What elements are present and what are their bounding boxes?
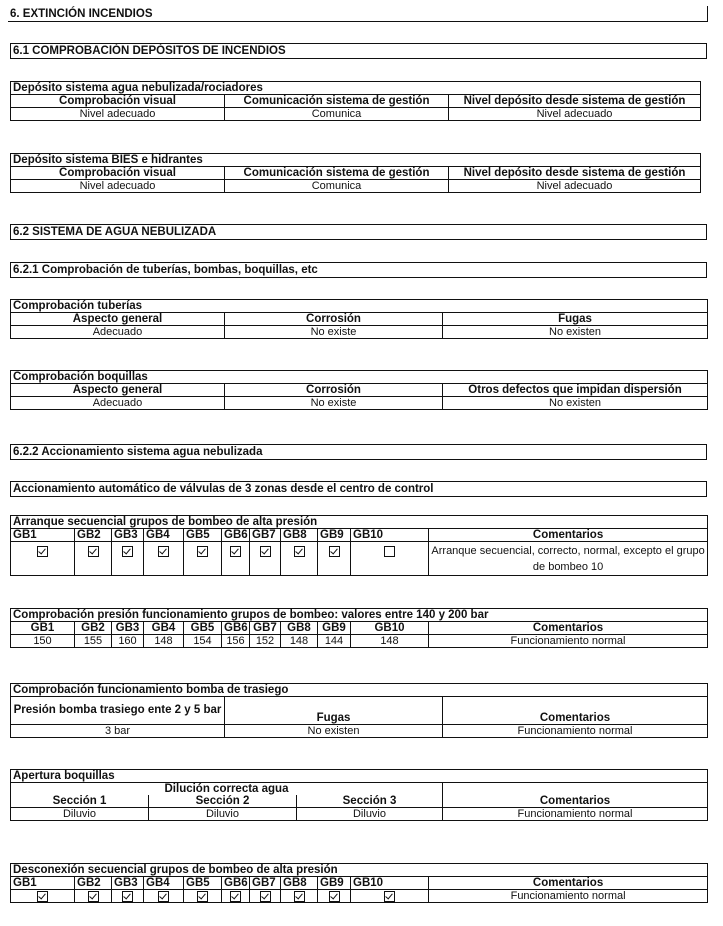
table-title: Comprobación presión funcionamiento grupos de bombeo: valores entre 140 y 200 bar xyxy=(11,609,708,622)
gb2-checkbox[interactable] xyxy=(88,891,99,902)
column-header: GB3 xyxy=(112,622,144,635)
column-header: GB6 xyxy=(222,622,250,635)
comment-cell: Arranque secuencial, correcto, normal, excepto el grupo de bombeo 10 xyxy=(429,542,708,576)
column-header: Aspecto general xyxy=(11,313,225,326)
section-6-1-title: 6.1 COMPROBACIÓN DEPÓSITOS DE INCENDIOS xyxy=(10,43,707,59)
table-cell: Adecuado xyxy=(11,397,225,410)
gb3-checkbox[interactable] xyxy=(122,546,133,557)
gb8-checkbox[interactable] xyxy=(294,546,305,557)
boquillas-table xyxy=(10,370,708,410)
gb8-checkbox[interactable] xyxy=(294,891,305,902)
column-header: GB3 xyxy=(112,529,144,542)
table-cell: 144 xyxy=(318,635,351,648)
table-cell: Nivel adecuado xyxy=(11,180,225,193)
presion-table xyxy=(10,608,708,648)
column-header: GB9 xyxy=(318,529,351,542)
gb5-checkbox[interactable] xyxy=(197,891,208,902)
column-header: Comunicación sistema de gestión xyxy=(225,95,449,108)
table-title: Comprobación tuberías xyxy=(11,300,708,313)
table-title: Arranque secuencial grupos de bombeo de alta presión xyxy=(11,516,708,529)
column-header: GB4 xyxy=(144,877,184,890)
table-title: Apertura boquillas xyxy=(11,770,708,783)
deposito-bies-table xyxy=(10,153,701,193)
table-cell: Nivel adecuado xyxy=(449,180,701,193)
column-header: Aspecto general xyxy=(11,384,225,397)
column-header: GB4 xyxy=(144,622,184,635)
gb6-checkbox[interactable] xyxy=(230,891,241,902)
table-cell: Diluvio xyxy=(149,808,297,821)
gb7-checkbox[interactable] xyxy=(260,546,271,557)
table-cell: No existe xyxy=(225,326,443,339)
apertura-table xyxy=(10,769,708,821)
column-header: Otros defectos que impidan dispersión xyxy=(443,384,708,397)
column-header: Fugas xyxy=(225,697,443,725)
table-cell: Comunica xyxy=(225,108,449,121)
table-title: Depósito sistema BIES e hidrantes xyxy=(11,154,701,167)
column-header: Sección 2 xyxy=(149,795,297,808)
column-header: GB4 xyxy=(144,529,184,542)
table-title: Comprobación funcionamiento bomba de trasiego xyxy=(11,684,708,697)
arranque-table xyxy=(10,515,708,576)
table-cell: Diluvio xyxy=(11,808,149,821)
column-header: GB8 xyxy=(281,877,318,890)
gb2-checkbox[interactable] xyxy=(88,546,99,557)
column-header: GB9 xyxy=(318,622,351,635)
table-cell: Nivel adecuado xyxy=(449,108,701,121)
column-header: GB10 xyxy=(351,622,429,635)
gb10-checkbox[interactable] xyxy=(384,546,395,557)
column-header: Nivel depósito desde sistema de gestión xyxy=(449,167,701,180)
column-header: GB8 xyxy=(281,529,318,542)
table-cell: No existen xyxy=(443,397,708,410)
table-cell: No existen xyxy=(225,725,443,738)
column-header: GB3 xyxy=(112,877,144,890)
gb5-checkbox[interactable] xyxy=(197,546,208,557)
comments-header: Comentarios xyxy=(429,529,708,542)
table-cell: Comunica xyxy=(225,180,449,193)
desconexion-checkbox-row xyxy=(11,890,708,903)
column-header: GB10 xyxy=(351,529,429,542)
gb9-checkbox[interactable] xyxy=(329,891,340,902)
table-cell: No existe xyxy=(225,397,443,410)
column-header: GB7 xyxy=(250,877,281,890)
table-title: Depósito sistema agua nebulizada/rociadores xyxy=(11,82,701,95)
gb7-checkbox[interactable] xyxy=(260,891,271,902)
arranque-checkbox-row xyxy=(11,542,708,576)
column-header: Sección 3 xyxy=(297,795,443,808)
tuberias-table xyxy=(10,299,708,339)
table-cell: 150 xyxy=(11,635,75,648)
gb6-checkbox[interactable] xyxy=(230,546,241,557)
table-cell: 154 xyxy=(184,635,222,648)
gb1-checkbox[interactable] xyxy=(37,891,48,902)
column-header: Corrosión xyxy=(225,313,443,326)
column-header: GB6 xyxy=(222,877,250,890)
section-6-title: 6. EXTINCIÓN INCENDIOS xyxy=(10,8,153,20)
column-header: Comunicación sistema de gestión xyxy=(225,167,449,180)
column-header: Nivel depósito desde sistema de gestión xyxy=(449,95,701,108)
table-cell: Nivel adecuado xyxy=(11,108,225,121)
table-title: Desconexión secuencial grupos de bombeo de alta presión xyxy=(11,864,708,877)
group-header: Dilución correcta agua xyxy=(11,783,443,796)
column-header: GB1 xyxy=(11,877,75,890)
column-header: GB10 xyxy=(351,877,429,890)
table-cell: Adecuado xyxy=(11,326,225,339)
table-cell: 3 bar xyxy=(11,725,225,738)
section-6-2-1-title: 6.2.1 Comprobación de tuberías, bombas, boquillas, etc xyxy=(10,262,707,278)
column-header: Fugas xyxy=(443,313,708,326)
table-cell: 152 xyxy=(250,635,281,648)
column-header: GB6 xyxy=(222,529,250,542)
column-header: GB5 xyxy=(184,877,222,890)
gb4-checkbox[interactable] xyxy=(158,546,169,557)
gb4-checkbox[interactable] xyxy=(158,891,169,902)
gb1-checkbox[interactable] xyxy=(37,546,48,557)
table-cell: 155 xyxy=(75,635,112,648)
table-cell: 148 xyxy=(351,635,429,648)
comments-header: Comentarios xyxy=(429,622,708,635)
comment-cell: Funcionamiento normal xyxy=(443,808,708,821)
desconexion-table xyxy=(10,863,708,903)
comments-header: Comentarios xyxy=(429,877,708,890)
comments-header: Comentarios xyxy=(443,783,708,808)
column-header: Corrosión xyxy=(225,384,443,397)
column-header: GB9 xyxy=(318,877,351,890)
column-header: GB2 xyxy=(75,529,112,542)
table-cell: Funcionamiento normal xyxy=(443,725,708,738)
table-cell: 160 xyxy=(112,635,144,648)
gb9-checkbox[interactable] xyxy=(329,546,340,557)
gb10-checkbox[interactable] xyxy=(384,891,395,902)
section-6-2-title: 6.2 SISTEMA DE AGUA NEBULIZADA xyxy=(10,224,707,240)
column-header: GB2 xyxy=(75,877,112,890)
table-cell: 156 xyxy=(222,635,250,648)
automatic-actuation-title: Accionamiento automático de válvulas de 3 zonas desde el centro de control xyxy=(10,481,707,497)
column-header: GB1 xyxy=(11,529,75,542)
column-header: Comentarios xyxy=(443,697,708,725)
column-header: Comprobación visual xyxy=(11,167,225,180)
column-header: GB8 xyxy=(281,622,318,635)
column-header: Sección 1 xyxy=(11,795,149,808)
comment-cell: Funcionamiento normal xyxy=(429,890,708,903)
gb3-checkbox[interactable] xyxy=(122,891,133,902)
column-header: GB7 xyxy=(250,622,281,635)
column-header: GB5 xyxy=(184,622,222,635)
table-cell: 148 xyxy=(281,635,318,648)
column-header: GB1 xyxy=(11,622,75,635)
comment-cell: Funcionamiento normal xyxy=(429,635,708,648)
column-header: GB7 xyxy=(250,529,281,542)
column-header: Presión bomba trasiego ente 2 y 5 bar xyxy=(11,697,225,725)
table-cell: No existen xyxy=(443,326,708,339)
column-header: GB5 xyxy=(184,529,222,542)
trasiego-table xyxy=(10,683,708,738)
column-header: GB2 xyxy=(75,622,112,635)
section-6-2-2-title: 6.2.2 Accionamiento sistema agua nebulizada xyxy=(10,444,707,460)
column-header: Comprobación visual xyxy=(11,95,225,108)
table-cell: Diluvio xyxy=(297,808,443,821)
table-title: Comprobación boquillas xyxy=(11,371,708,384)
table-cell: 148 xyxy=(144,635,184,648)
deposito-nebulizada-table xyxy=(10,81,701,121)
